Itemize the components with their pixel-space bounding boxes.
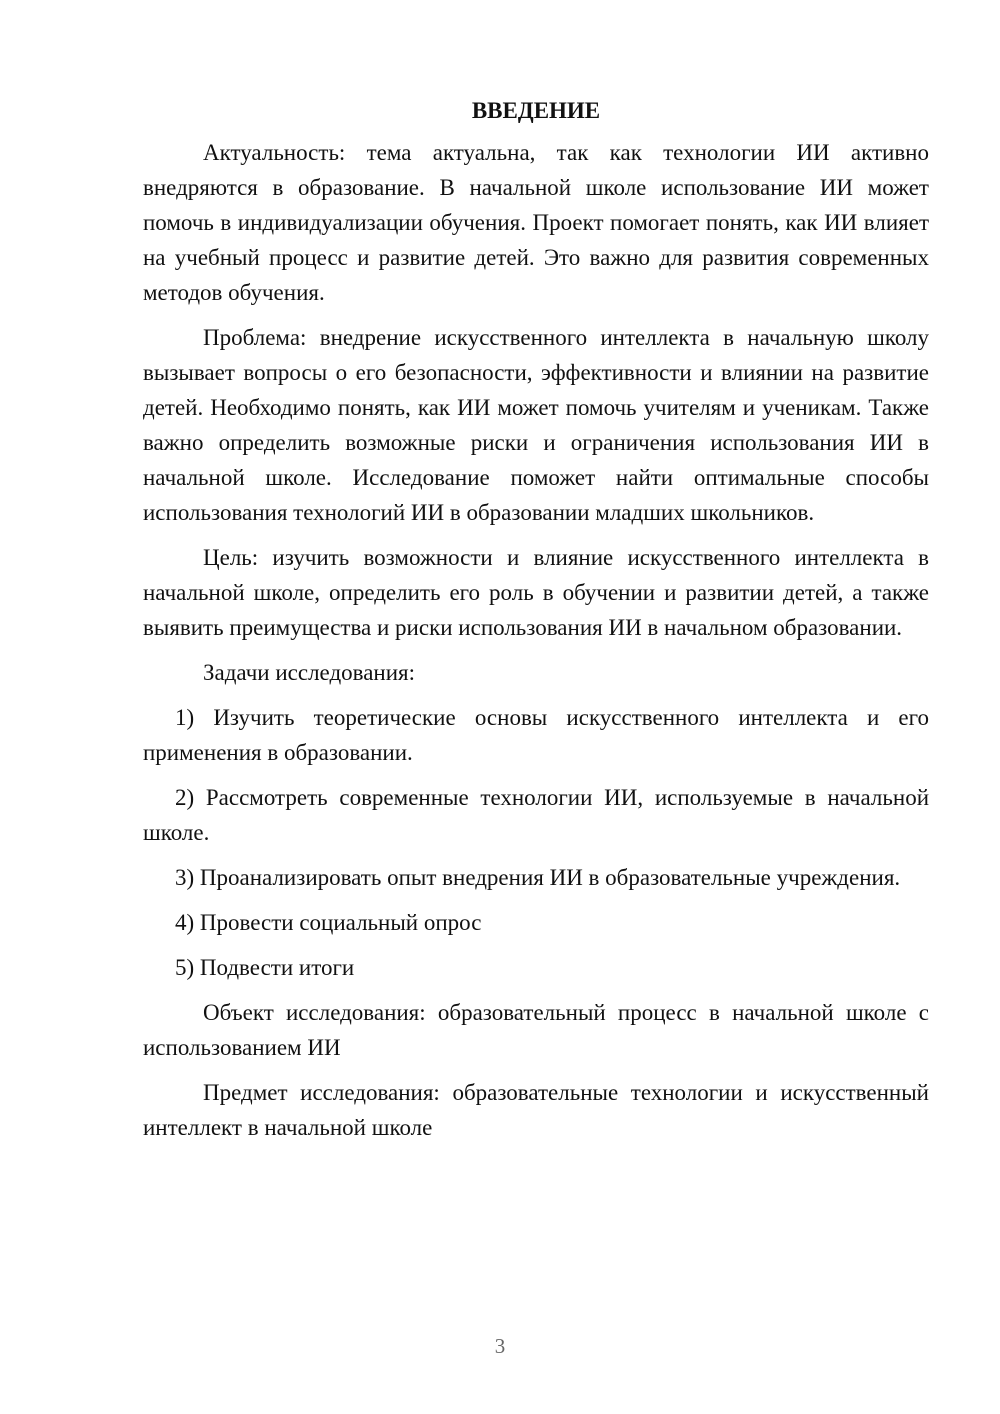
task-item-2: 2) Рассмотреть современные технологии ИИ, используемые в начальной школе. <box>143 785 929 845</box>
relevance-paragraph: Актуальность: тема актуальна, так как технологии ИИ активно внедряются в образование. В начальной школе использование ИИ может помочь в индивидуализации обучения. Проект помогает понять, как ИИ влияет на учебный процесс и развитие детей. Это важно для развития современных методов обучения. <box>143 140 929 305</box>
task-item-5: 5) Подвести итоги <box>175 955 355 980</box>
task-item-3: 3) Проанализировать опыт внедрения ИИ в образовательные учреждения. <box>175 865 901 890</box>
page-number: 3 <box>494 1334 506 1358</box>
problem-paragraph: Проблема: внедрение искусственного интеллекта в начальную школу вызывает вопросы о его безопасности, эффективности и влиянии на развитие детей. Необходимо понять, как ИИ может помочь учителям и ученикам. Также важно определить возможные риски и ограничения использования ИИ в начальной школе. Исследование поможет найти оптимальные способы использования технологий ИИ в образовании младших школьников. <box>143 325 929 525</box>
goal-paragraph: Цель: изучить возможности и влияние искусственного интеллекта в начальной школе, определить его роль в обучении и развитии детей, а также выявить преимущества и риски использования ИИ в начальном образовании. <box>143 545 929 640</box>
tasks-title: Задачи исследования: <box>203 660 416 685</box>
subject-paragraph: Предмет исследования: образовательные технологии и искусственный интеллект в начальной школе <box>143 1080 929 1140</box>
object-paragraph: Объект исследования: образовательный процесс в начальной школе с использованием ИИ <box>143 1000 929 1060</box>
task-item-4: 4) Провести социальный опрос <box>175 910 482 935</box>
task-item-1: 1) Изучить теоретические основы искусственного интеллекта и его применения в образовании. <box>143 705 929 765</box>
document-page <box>143 94 929 1155</box>
document-heading: ВВЕДЕНИЕ <box>471 98 601 123</box>
